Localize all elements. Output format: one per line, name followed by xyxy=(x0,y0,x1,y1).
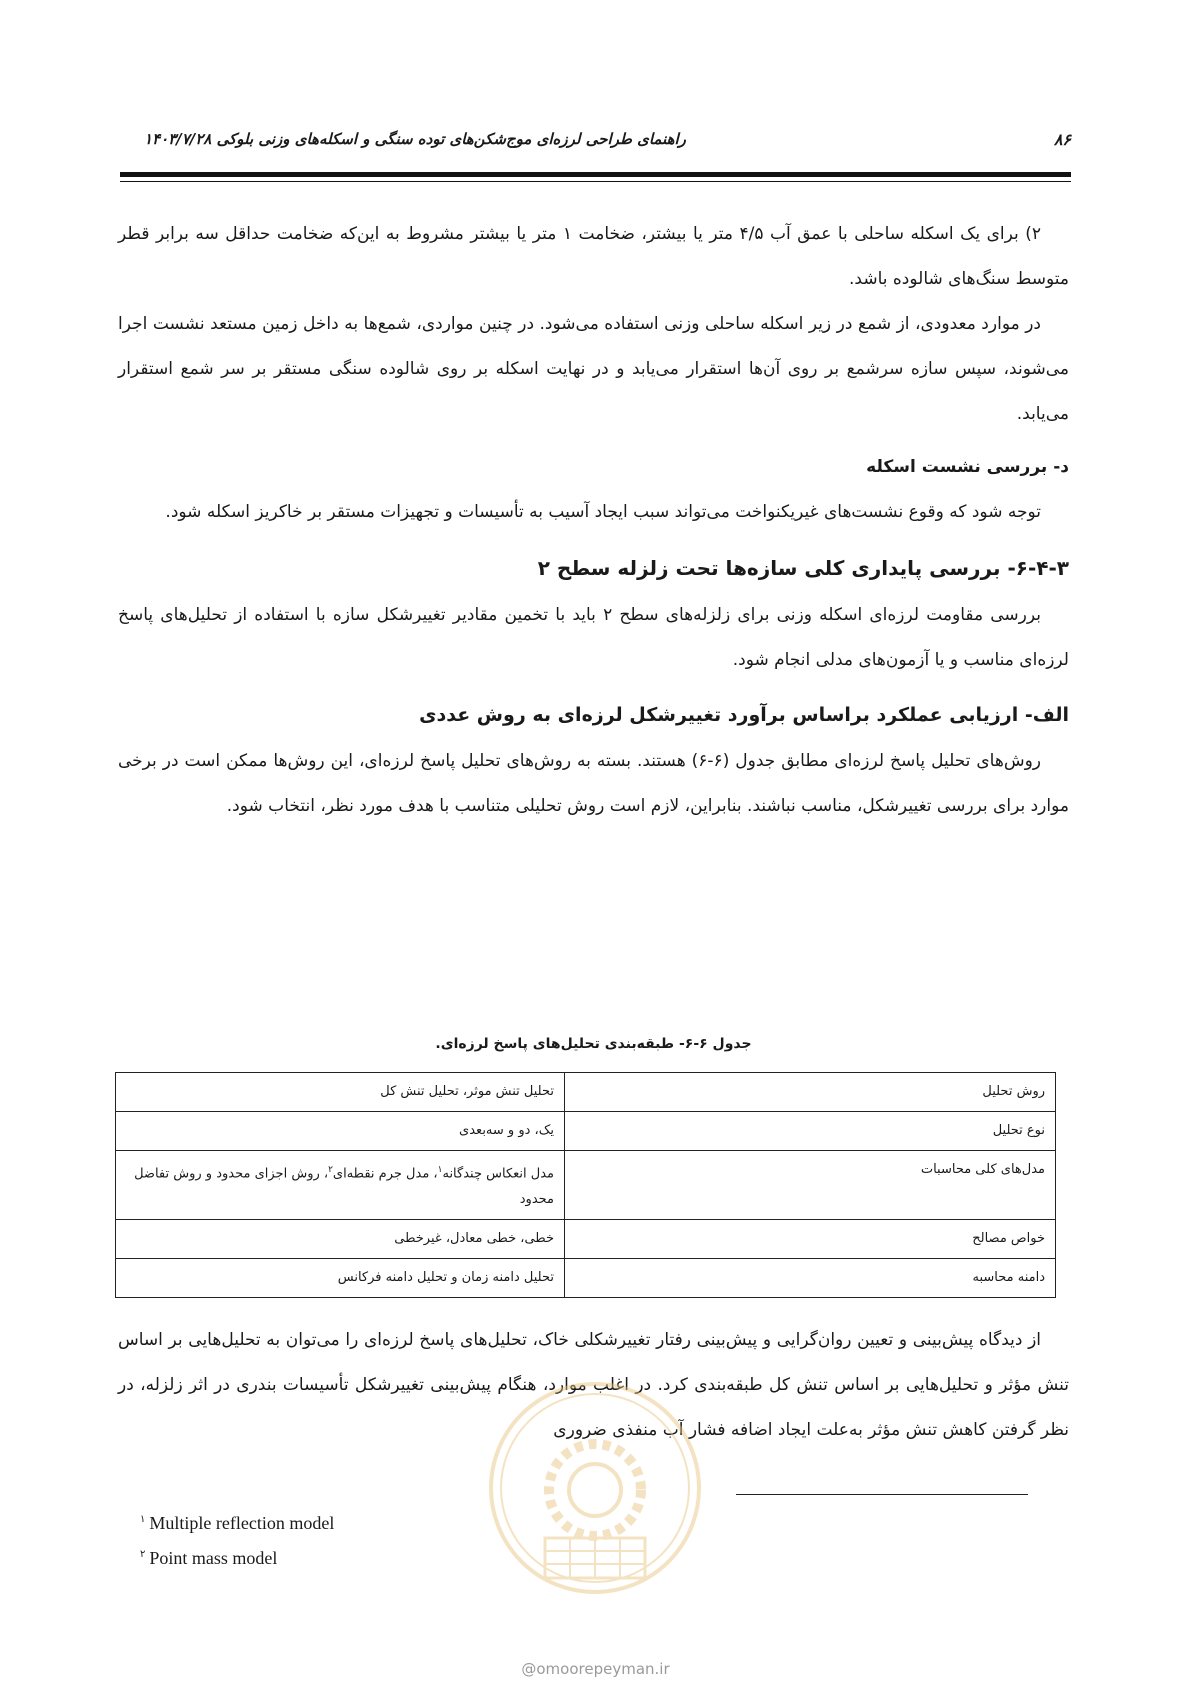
header-rule-thick xyxy=(120,172,1071,177)
header-date: ۱۴۰۳/۷/۲۸ xyxy=(144,130,212,148)
running-title xyxy=(130,130,686,148)
paragraph: توجه شود که وقوع نشست‌های غیریکنواخت می‌تواند سبب ایجاد آسیب به تأسیسات و تجهیزات مستقر بر خاکریز اسکله شود. xyxy=(165,502,1041,522)
footnotes xyxy=(140,1504,334,1574)
page-number: ۸۶ xyxy=(1053,130,1071,149)
footnote-text: Multiple reflection model xyxy=(149,1513,335,1533)
footnote-text: Point mass model xyxy=(149,1548,278,1568)
table-row xyxy=(116,1073,1056,1112)
subheading-numerical: الف- ارزیابی عملکرد براساس برآورد تغییرشکل لرزه‌ای به روش عددی xyxy=(419,704,1069,726)
watermark-url: @omoorepeyman.ir xyxy=(521,1660,670,1678)
body-text-top xyxy=(118,212,1069,829)
footnote-mark: ۱ xyxy=(140,1514,146,1525)
header-rule-thin xyxy=(120,181,1071,182)
table-caption: جدول ۶-۶- طبقه‌بندی تحلیل‌های پاسخ لرزه‌ای. xyxy=(435,1036,752,1052)
footnote-ref: ۱ xyxy=(437,1165,443,1175)
page-header xyxy=(120,128,1071,156)
table-cell-label: خواص مصالح xyxy=(565,1220,1056,1259)
table-row xyxy=(116,1112,1056,1151)
table-cell-label: نوع تحلیل xyxy=(565,1112,1056,1151)
paragraph: ۲) برای یک اسکله ساحلی با عمق آب ۴/۵ متر یا بیشتر، ضخامت ۱ متر یا بیشتر مشروط به این‌که ضخامت حداقل سه برابر قطر متوسط سنگ‌های شالوده باشد. xyxy=(118,224,1069,289)
section-heading: ۶-۴-۳- بررسی پایداری کلی سازه‌ها تحت زلزله سطح ۲ xyxy=(537,556,1069,580)
table-row xyxy=(116,1220,1056,1259)
paragraph: بررسی مقاومت لرزه‌ای اسکله وزنی برای زلزله‌های سطح ۲ باید با تخمین مقادیر تغییرشکل سازه با استفاده از تحلیل‌های پاسخ لرزه‌ای مناسب و یا آزمون‌های مدلی انجام شود. xyxy=(118,605,1069,670)
footnote xyxy=(140,1504,334,1539)
analysis-classification-table xyxy=(115,1072,1056,1298)
footnote xyxy=(140,1539,334,1574)
footnote-separator xyxy=(736,1494,1028,1495)
table-row xyxy=(116,1259,1056,1298)
paragraph: از دیدگاه پیش‌بینی و تعیین روان‌گرایی و پیش‌بینی رفتار تغییرشکلی خاک، تحلیل‌های پاسخ لرزه‌ای را می‌توان به تحلیل‌هایی بر اساس تنش مؤثر و تحلیل‌هایی بر اساس تنش کل طبقه‌بندی کرد. در اغلب موارد، هنگام پیش‌بینی تغییرشکل تأسیسات بندری در اثر زلزله، در نظر گرفتن کاهش تنش مؤثر به‌علت ایجاد اضافه فشار آب منفذی ضروری xyxy=(118,1330,1069,1440)
table-cell-label: روش تحلیل xyxy=(565,1073,1056,1112)
table-cell-label: مدل‌های کلی محاسبات xyxy=(565,1151,1056,1220)
cell-text: مدل انعکاس چندگانه xyxy=(442,1166,554,1182)
subheading-settlement: د- بررسی نشست اسکله xyxy=(866,457,1069,477)
paragraph: روش‌های تحلیل پاسخ لرزه‌ای مطابق جدول (۶-۶) هستند. بسته به روش‌های تحلیل پاسخ لرزه‌ای، این روش‌ها ممکن است در برخی موارد برای بررسی تغییرشکل، مناسب نباشند. بنابراین، لازم است روش تحلیلی متناسب با هدف مورد نظر، انتخاب شود. xyxy=(118,751,1069,816)
table-cell-value: تحلیل تنش موثر، تحلیل تنش کل xyxy=(116,1073,565,1112)
footnote-ref: ۲ xyxy=(328,1165,333,1175)
table-cell-label: دامنه محاسبه xyxy=(565,1259,1056,1298)
cell-text: ، مدل جرم نقطه‌ای xyxy=(332,1166,438,1182)
table-row xyxy=(116,1151,1056,1220)
footnote-mark: ۲ xyxy=(140,1549,146,1560)
paragraph: در موارد معدودی، از شمع در زیر اسکله ساحلی وزنی استفاده می‌شود. در چنین مواردی، شمع‌ها به داخل زمین مستعد نشست اجرا می‌شوند، سپس سازه سرشمع بر روی آن‌ها استقرار می‌یابد و در نهایت اسکله بر روی شالوده سنگی مستقر بر سر شمع استقرار می‌یابد. xyxy=(118,314,1069,424)
cell-text: ، روش اجزای محدود و روش تفاضل محدود xyxy=(134,1166,554,1208)
table-cell-value xyxy=(116,1151,565,1220)
running-title-text: راهنمای طراحی لرزه‌ای موج‌شکن‌های توده سنگی و اسکله‌های وزنی بلوکی xyxy=(216,130,686,148)
table-cell-value: یک، دو و سه‌بعدی xyxy=(116,1112,565,1151)
table-cell-value: تحلیل دامنه زمان و تحلیل دامنه فرکانس xyxy=(116,1259,565,1298)
publisher-seal-watermark xyxy=(485,1378,705,1598)
table-cell-value: خطی، خطی معادل، غیرخطی xyxy=(116,1220,565,1259)
